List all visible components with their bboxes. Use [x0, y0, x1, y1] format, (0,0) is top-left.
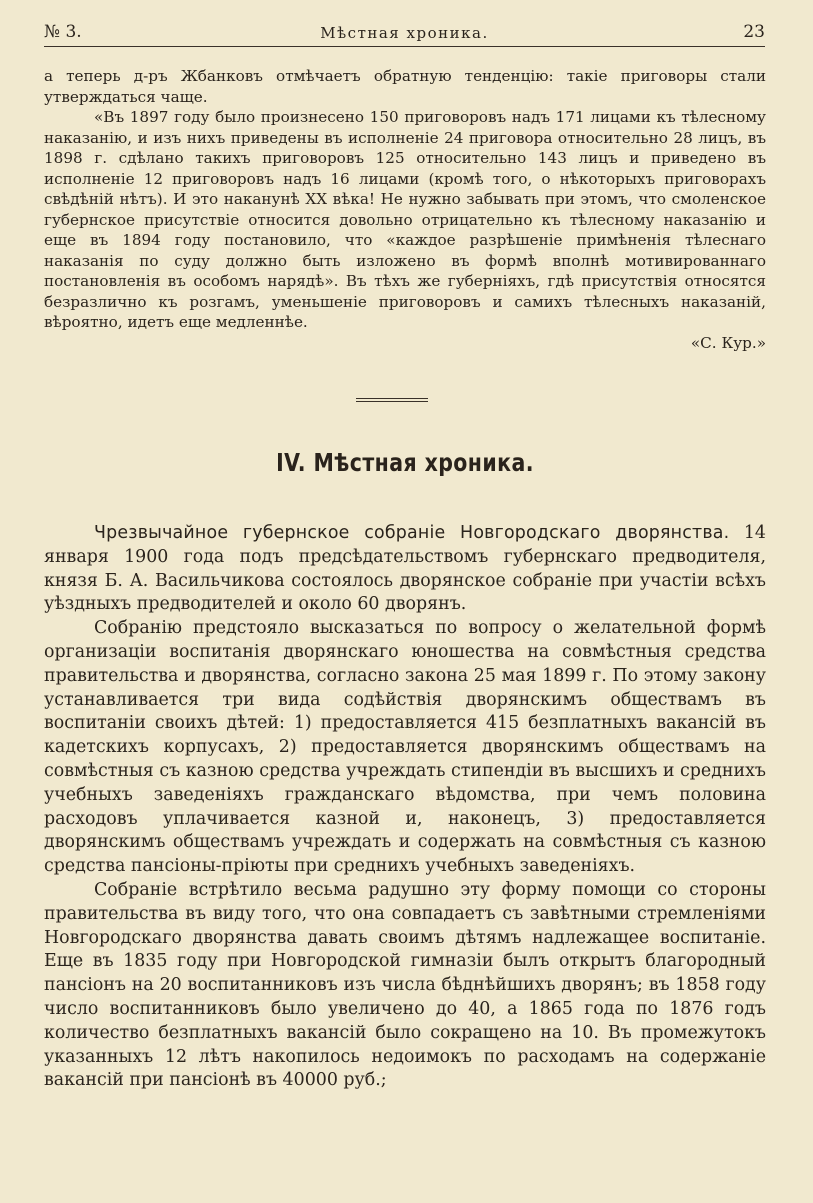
article-lead: Чрезвычайное губернское собраніе Новгородскаго дворянства.	[94, 523, 730, 543]
running-title: Мѣстная хроника.	[320, 24, 489, 42]
page-number: 23	[743, 22, 765, 42]
section-divider	[356, 398, 428, 402]
paragraph: а теперь д-ръ Жбанковъ отмѣчаетъ обратную тенденцію: такіе приговоры стали утверждаться чаще.	[44, 67, 766, 106]
paragraph: «Въ 1897 году было произнесено 150 приговоровъ надъ 171 лицами къ тѣлесному наказанію, и изъ нихъ приведены въ исполненіе 24 приговора относительно 28 лицъ, въ 1898 г. сдѣлано такихъ приговоровъ 125 относительно 143 лицъ и приведено въ исполненіе 12 приговоровъ надъ 16 лицами (кромѣ того, о нѣкоторыхъ приговорахъ свѣдѣній нѣтъ). И это наканунѣ XX вѣка! Не нужно забывать при этомъ, что смоленское губернское присутствіе относится довольно отрицательно къ тѣлесному наказанію и еще въ 1894 году постановило, что «каждое разрѣшеніе примѣненія тѣлеснаго наказанія по суду должно быть изложено въ формѣ вполнѣ мотивированнаго постановленія въ особомъ нарядѣ». Въ тѣхъ же губерніяхъ, гдѣ присутствія относятся безразлично къ розгамъ, уменьшеніе приговоровъ и самихъ тѣлесныхъ наказаній, вѣроятно, идетъ еще медленнѣе.	[44, 108, 766, 331]
signature: «С. Кур.»	[690, 333, 766, 352]
article-continuation	[44, 66, 766, 353]
paragraph-text: 14 января 1900 года подъ предсѣдательствомъ губернскаго предводителя, князя Б. А. Васильчикова состоялось дворянское собраніе при участіи всѣхъ уѣздныхъ предводителей и около 60 дворянъ.	[44, 523, 766, 615]
issue-number: № 3.	[44, 22, 82, 42]
section-heading: IV. Мѣстная хроника.	[276, 448, 534, 477]
article-body	[44, 522, 766, 1093]
paragraph	[44, 522, 766, 617]
paragraph: Собранію предстояло высказаться по вопросу о желательной формѣ организаціи воспитанія дворянскаго юношества на совмѣстныя средства правительства и дворянства, согласно закона 25 мая 1899 г. По этому закону устанавливается три вида содѣйствія дворянскимъ обществамъ въ воспитаніи своихъ дѣтей: 1) предоставляется 415 безплатныхъ вакансій въ кадетскихъ корпусахъ, 2) предоставляется дворянскимъ обществамъ на совмѣстныя съ казною средства учреждать стипендіи въ высшихъ и среднихъ учебныхъ заведеніяхъ гражданскаго вѣдомства, при чемъ половина расходовъ уплачивается казной и, наконецъ, 3) предоставляется дворянскимъ обществамъ учреждать и содержать на совмѣстныя съ казною средства пансіоны-пріюты при среднихъ учебныхъ заведеніяхъ.	[44, 618, 766, 877]
running-header	[44, 22, 765, 47]
paragraph: Собраніе встрѣтило весьма радушно эту форму помощи со стороны правительства въ виду того, что она совпадаетъ съ завѣтными стремленіями Новгородскаго дворянства давать своимъ дѣтямъ надлежащее воспитаніе. Еще въ 1835 году при Новгородской гимназіи былъ открытъ благородный пансіонъ на 20 воспитанниковъ изъ числа бѣднѣйшихъ дворянъ; въ 1858 году число воспитанниковъ было увеличено до 40, а 1865 года по 1876 годъ количество безплатныхъ вакансій было сокращено на 10. Въ промежутокъ указанныхъ 12 лѣтъ накопилось недоимокъ по расходамъ на содержаніе вакансій при пансіонѣ въ 40000 руб.;	[44, 879, 766, 1091]
